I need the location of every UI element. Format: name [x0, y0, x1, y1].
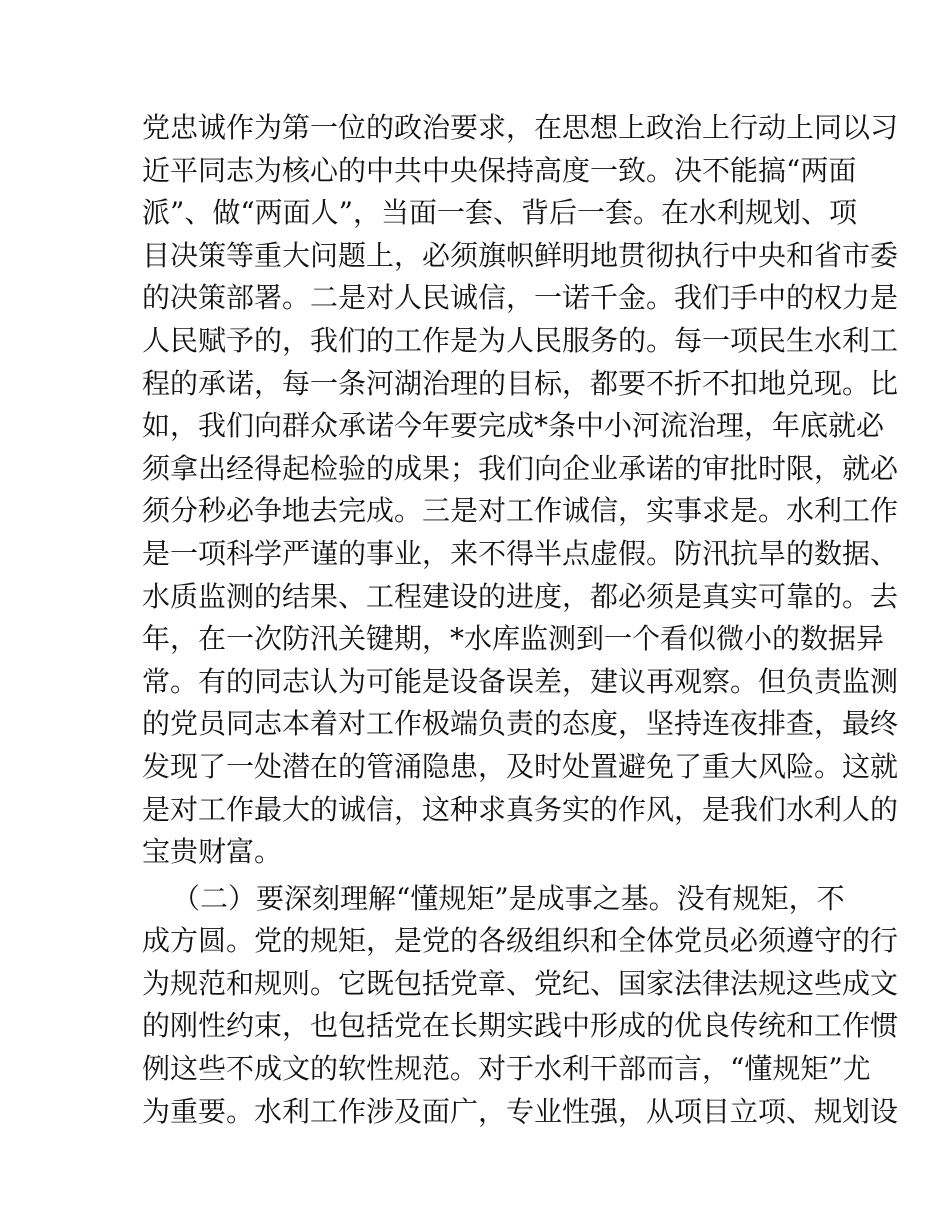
text-line: 宝贵财富。: [142, 835, 283, 869]
text-line: 如，我们向群众承诺今年要完成*条中小河流治理，年底就必: [142, 409, 885, 443]
text-line: 年，在一次防汛关键期，*水库监测到一个看似微小的数据异: [142, 622, 885, 656]
text-line: 派”、做“两面人”，当面一套、背后一套。在水利规划、项: [142, 196, 857, 230]
text-line: 成方圆。党的规矩，是党的各级组织和全体党员必须遵守的行: [142, 924, 899, 958]
text-line: 是一项科学严谨的事业，来不得半点虚假。防汛抗旱的数据、: [142, 536, 899, 570]
text-line: 常。有的同志认为可能是设备误差，建议再观察。但负责监测: [142, 664, 899, 698]
text-line: 程的承诺，每一条河湖治理的目标，都要不折不扣地兑现。比: [142, 366, 899, 400]
document-page: [142, 107, 899, 1133]
text-line: 是对工作最大的诚信，这种求真务实的作风，是我们水利人的: [142, 792, 899, 826]
paragraph-integrity: [142, 107, 899, 874]
section-heading-line: （二）要深刻理解“懂规矩”是成事之基。没有规矩，不: [172, 881, 845, 915]
text-line: 人民赋予的，我们的工作是为人民服务的。每一项民生水利工: [142, 323, 899, 357]
text-line: 水质监测的结果、工程建设的进度，都必须是真实可靠的。去: [142, 579, 899, 613]
text-line: 的决策部署。二是对人民诚信，一诺千金。我们手中的权力是: [142, 281, 899, 315]
text-line: 党忠诚作为第一位的政治要求，在思想上政治上行动上同以习: [142, 111, 899, 144]
paragraph-rules: [142, 878, 899, 1134]
text-line: 须拿出经得起检验的成果；我们向企业承诺的审批时限，就必: [142, 451, 899, 485]
text-line: 为重要。水利工作涉及面广，专业性强，从项目立项、规划设: [142, 1094, 899, 1128]
text-line: 的刚性约束，也包括党在长期实践中形成的优良传统和工作惯: [142, 1009, 899, 1043]
text-line: 为规范和规则。它既包括党章、党纪、国家法律法规这些成文: [142, 966, 899, 1000]
text-line: 的党员同志本着对工作极端负责的态度，坚持连夜排查，最终: [142, 707, 899, 741]
text-line: 例这些不成文的软性规范。对于水利干部而言，“懂规矩”尤: [142, 1052, 871, 1086]
text-line: 发现了一处潜在的管涌隐患，及时处置避免了重大风险。这就: [142, 749, 899, 783]
text-line: 目决策等重大问题上，必须旗帜鲜明地贯彻执行中央和省市委: [142, 238, 899, 272]
text-line: 近平同志为核心的中共中央保持高度一致。决不能搞“两面: [142, 153, 857, 187]
text-line: 须分秒必争地去完成。三是对工作诚信，实事求是。水利工作: [142, 494, 899, 528]
